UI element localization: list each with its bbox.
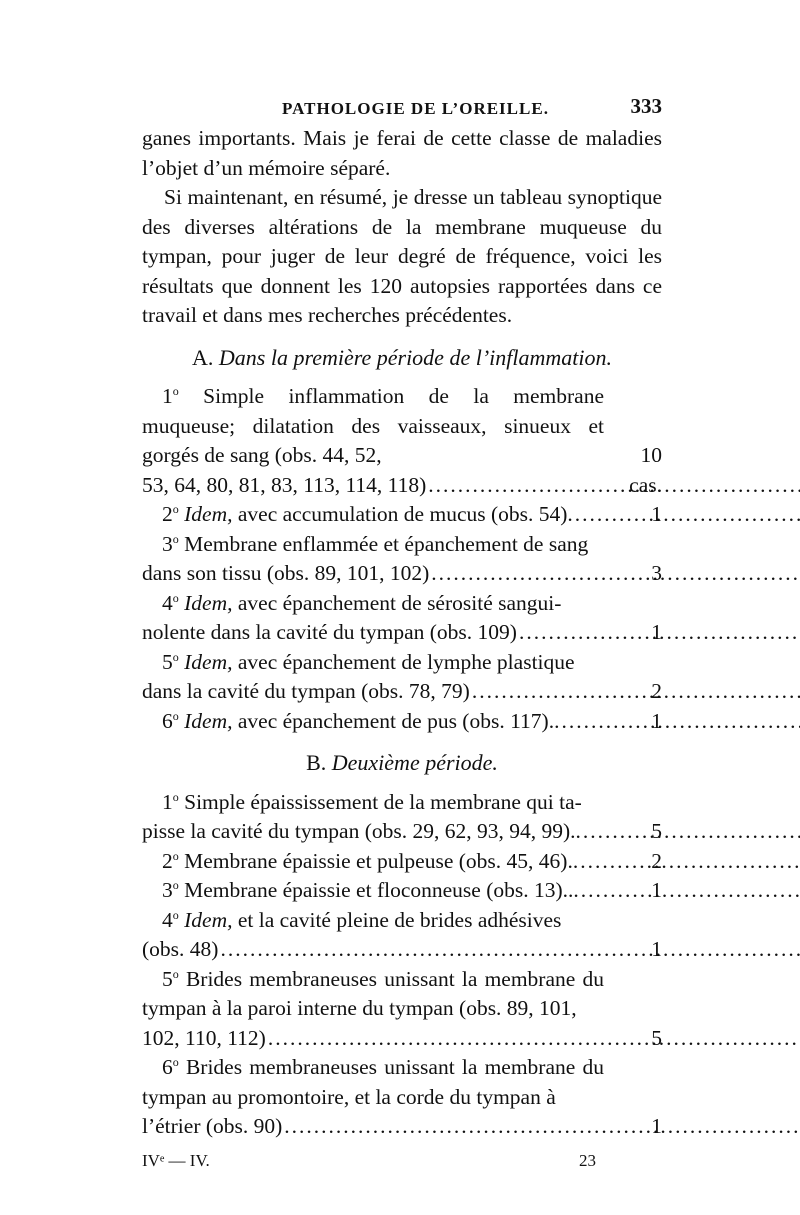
entry-ordinal: o — [172, 907, 179, 922]
entry-ordinal: o — [172, 1055, 179, 1069]
page-footer — [142, 1146, 662, 1176]
entry-ordinal: o — [172, 708, 179, 723]
entry-last-line — [142, 618, 604, 648]
entry-first-line — [142, 589, 604, 619]
entry-last-text: avec accumulation de mucus (obs. 54). — [237, 502, 573, 526]
list-item — [142, 847, 662, 877]
entry-last-text-wrap — [142, 1026, 266, 1050]
entry-count: 1 — [651, 1114, 662, 1138]
section-a-title: Dans la première période de l’inflammation. — [218, 344, 612, 370]
entry-ordinal: o — [172, 384, 179, 398]
entry-lead: Idem, — [184, 590, 233, 615]
entry-ordinal: o — [172, 878, 179, 892]
entry-lead: Idem, — [184, 907, 233, 932]
entry-last-text-wrap — [162, 709, 559, 733]
entry-last-line — [142, 707, 604, 737]
entry-ordinal: o — [172, 502, 179, 516]
section-b-letter: B. — [306, 750, 327, 775]
entry-last-text-wrap — [162, 502, 573, 526]
entry-text: avec épanchement de lymphe plastique — [237, 649, 575, 674]
list-item — [142, 906, 662, 965]
list-item — [142, 648, 662, 707]
entry-text: et la cavité pleine de brides adhésives — [237, 907, 562, 932]
list-item — [142, 1053, 662, 1142]
entry-last-text-wrap — [162, 849, 578, 873]
entry-last-text: l’étrier (obs. 90) — [142, 1114, 283, 1138]
entry-last-text: (obs. 48) — [142, 937, 219, 961]
section-a-heading — [142, 343, 662, 373]
leader-dots — [284, 1114, 800, 1138]
entry-last-text: nolente dans la cavité du tympan (obs. 109) — [142, 620, 517, 644]
entry-number: 1 — [162, 384, 173, 408]
entry-first-line — [142, 788, 604, 818]
entry-number: 4 — [162, 590, 173, 615]
running-title: PATHOLOGIE DE L’OREILLE. — [282, 99, 549, 118]
entry-last-line — [142, 817, 604, 847]
entry-ordinal: o — [172, 649, 179, 664]
section-a-letter: A. — [192, 344, 214, 370]
list-item — [142, 589, 662, 648]
entry-ordinal: o — [172, 590, 179, 605]
entry-count: 3 — [651, 561, 662, 585]
entry-lead: Idem, — [184, 502, 233, 526]
entry-count: 1 — [651, 937, 662, 961]
entry-last-text-wrap — [142, 561, 429, 585]
intro-paragraph-2: Si maintenant, en résumé, je dresse un tableau synoptique des diverses altérations de la membrane muqueuse du tympan, pour juger de leur degré de fréquence, voici les résultats que donnent les 120 autopsies rapportées dans ce travail et dans mes recherches précédentes. — [142, 185, 662, 327]
entry-last-line — [142, 471, 604, 501]
entry-lead: Idem, — [184, 708, 233, 733]
section-b-list — [142, 788, 662, 1142]
entry-number: 6 — [162, 1055, 173, 1079]
entry-count: 2 — [651, 848, 662, 873]
entry-text: Brides membraneuses unissant la membrane du tympan au promontoire, et la corde du tympan à — [142, 1055, 604, 1109]
entry-last-text-wrap — [162, 878, 579, 902]
sheet-number: 23 — [579, 1150, 596, 1170]
entry-last-text-wrap — [142, 679, 470, 703]
entry-last-text: 53, 64, 80, 81, 83, 113, 114, 118) — [142, 472, 427, 497]
entry-first-line — [142, 1053, 604, 1112]
entry-last-text-wrap — [142, 937, 218, 961]
entry-last-line — [142, 935, 604, 965]
entry-last-text: Membrane épaissie et floconneuse (obs. 13)... — [184, 878, 579, 902]
entry-text: Brides membraneuses unissant la membrane du tympan à la paroi interne du tympan (obs. 89, 101, — [142, 966, 604, 1020]
signature-mark: IVᵉ — IV. — [142, 1150, 210, 1170]
list-item — [142, 876, 662, 906]
entry-last-line — [142, 1112, 604, 1142]
entry-last-text: avec épanchement de pus (obs. 117).. — [237, 708, 560, 733]
entry-last-text: dans son tissu (obs. 89, 101, 102) — [142, 561, 430, 585]
entry-number: 2 — [162, 502, 173, 526]
entry-last-line — [142, 876, 604, 906]
entry-ordinal: o — [172, 848, 179, 863]
entry-text: avec épanchement de sérosité sangui- — [237, 590, 562, 615]
entry-number: 3 — [162, 878, 173, 902]
list-item — [142, 530, 662, 589]
entry-last-line — [142, 677, 604, 707]
entry-count: 10 cas. — [629, 443, 662, 497]
entry-last-text: dans la cavité du tympan (obs. 78, 79) — [142, 679, 470, 703]
entry-last-line — [142, 847, 604, 877]
entry-ordinal: o — [172, 789, 179, 804]
entry-first-line — [142, 906, 604, 936]
document-page — [142, 90, 662, 1176]
entry-number: 4 — [162, 907, 173, 932]
entry-last-text-wrap — [142, 1114, 282, 1138]
section-a-list — [142, 382, 662, 736]
entry-first-line — [142, 648, 604, 678]
entry-last-line — [142, 500, 604, 530]
entry-count: 1 — [651, 708, 662, 733]
entry-number: 5 — [162, 966, 173, 991]
entry-count: 1 — [651, 878, 662, 902]
page-header — [142, 90, 662, 124]
entry-ordinal: o — [172, 531, 179, 546]
entry-number: 2 — [162, 848, 173, 873]
entry-last-text-wrap — [142, 473, 426, 497]
entry-last-text-wrap — [142, 620, 517, 644]
leader-dots — [268, 1026, 800, 1050]
entry-text: Membrane enflammée et épanchement de sang — [184, 531, 589, 556]
entry-last-line — [142, 559, 604, 589]
list-item — [142, 788, 662, 847]
entry-first-line — [142, 965, 604, 1024]
entry-count: 5 — [651, 1025, 662, 1050]
entry-last-text: Membrane épaissie et pulpeuse (obs. 45, 46).. — [184, 848, 579, 873]
entry-count: 2 — [651, 679, 662, 703]
entry-first-line — [142, 530, 604, 560]
entry-last-line — [142, 1024, 604, 1054]
section-b-title: Deuxième période. — [331, 750, 498, 775]
list-item — [142, 707, 662, 737]
entry-ordinal: o — [172, 966, 179, 981]
entry-lead: Idem, — [184, 649, 233, 674]
entry-first-line — [142, 382, 604, 471]
entry-last-text: pisse la cavité du tympan (obs. 29, 62, 93, 94, 99).. — [142, 819, 581, 843]
page-number: 333 — [630, 94, 662, 118]
entry-number: 3 — [162, 531, 173, 556]
entry-last-text-wrap — [142, 819, 581, 843]
list-item — [142, 965, 662, 1054]
entry-number: 1 — [162, 789, 173, 814]
entry-number: 6 — [162, 708, 173, 733]
entry-number: 5 — [162, 649, 173, 674]
entry-last-text: 102, 110, 112) — [142, 1025, 266, 1050]
list-item — [142, 382, 662, 500]
entry-count: 1 — [651, 502, 662, 526]
entry-count: 1 — [651, 620, 662, 644]
list-item — [142, 500, 662, 530]
leader-dots — [220, 937, 800, 961]
intro-paragraph-1: ganes importants. Mais je ferai de cette classe de maladies l’objet d’un mémoire séparé. — [142, 126, 662, 180]
section-b-heading — [142, 748, 662, 778]
entry-count: 5 — [651, 819, 662, 843]
entry-text: Simple épaississement de la membrane qui ta- — [184, 789, 582, 814]
entry-text: Simple inflammation de la membrane muqueuse; dilatation des vaisseaux, sinueux et gorgés de sang (obs. 44, 52, — [142, 384, 604, 467]
leader-dots — [561, 709, 800, 733]
